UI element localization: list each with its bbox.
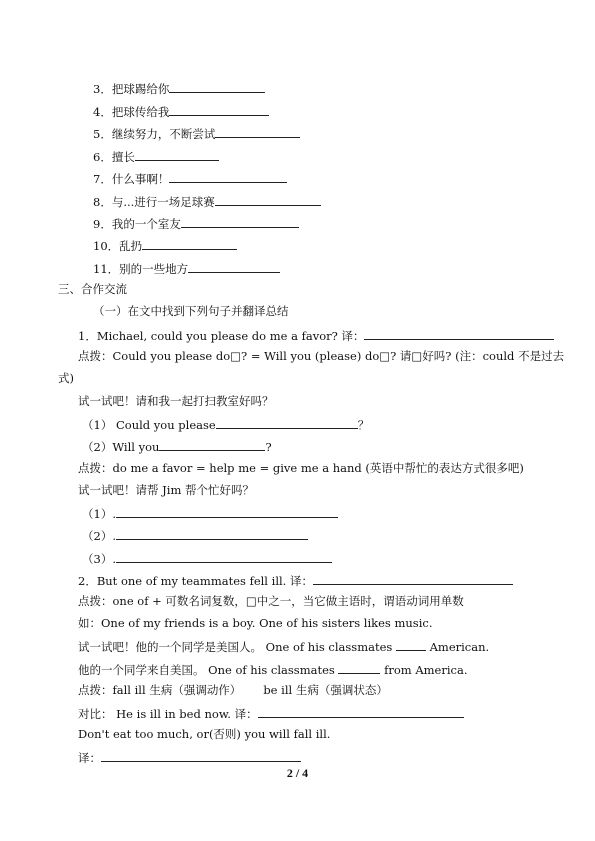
answer-blank xyxy=(216,416,358,429)
exercise-item-text: （1）. xyxy=(82,507,116,521)
list-item xyxy=(93,103,269,119)
answer-blank xyxy=(135,148,219,161)
page-number: 2 / 4 xyxy=(286,766,309,780)
example-sentence: Don't eat too much, or(否则) you will fall ill. xyxy=(78,727,331,741)
exercise-item xyxy=(78,661,468,677)
answer-blank xyxy=(142,237,237,250)
list-item-text: 11．别的一些地方 xyxy=(93,262,189,276)
answer-blank xyxy=(313,572,513,585)
answer-blank xyxy=(188,260,280,273)
exercise-item-text: （3）. xyxy=(82,552,116,566)
list-item xyxy=(93,237,237,253)
exercise-item-end: American. xyxy=(429,640,490,654)
list-item xyxy=(93,260,280,276)
answer-blank xyxy=(101,749,301,762)
answer-blank xyxy=(116,527,308,540)
question-1 xyxy=(78,327,554,343)
tip-text: 点拨：one of + 可数名词复数，□中之一，当它做主语时，谓语动词用单数 xyxy=(78,594,464,608)
list-item-text: 8．与...进行一场足球赛 xyxy=(93,195,215,209)
exercise-item-end: from America. xyxy=(384,663,468,677)
tip-text xyxy=(78,683,388,697)
exercise-item-text: 试一试吧！他的一个同学是美国人。 One of his classmates xyxy=(78,640,393,654)
answer-blank xyxy=(258,705,464,718)
compare-text: 对比： He is ill in bed now. 译： xyxy=(78,707,258,721)
list-item xyxy=(93,125,300,141)
list-item xyxy=(93,80,265,96)
compare-line xyxy=(78,705,464,721)
exercise-item xyxy=(82,550,332,566)
list-item-text: 7．什么事啊！ xyxy=(93,172,170,186)
list-item-text: 10．乱扔 xyxy=(93,239,143,253)
list-item-text: 3．把球踢给你 xyxy=(93,82,170,96)
answer-blank xyxy=(181,215,299,228)
tip-be-ill: be ill 生病（强调状态） xyxy=(263,683,388,697)
question-2 xyxy=(78,572,513,588)
list-item-text: 4．把球传给我 xyxy=(93,105,170,119)
answer-blank xyxy=(169,170,287,183)
tip-text: 点拨：do me a favor = help me = give me a hand (英语中帮忙的表达方式很多吧) xyxy=(78,461,524,475)
subsection-heading: （一）在文中找到下列句子并翻译总结 xyxy=(93,304,289,318)
translate-label: 译： xyxy=(78,751,101,765)
list-item xyxy=(93,215,299,231)
exercise-item-end: ? xyxy=(265,440,272,454)
exercise-item xyxy=(82,527,308,543)
list-item-text: 9．我的一个室友 xyxy=(93,217,181,231)
tip-text-continued: 式) xyxy=(58,371,74,385)
exercise-item-text: 他的一个同学来自美国。 One of his classmates xyxy=(78,663,335,677)
answer-blank xyxy=(169,103,269,116)
list-item xyxy=(93,170,287,186)
list-item-text: 6．擅长 xyxy=(93,150,135,164)
answer-blank xyxy=(116,550,332,563)
exercise-item-end: ？ xyxy=(357,418,370,432)
list-item-text: 5．继续努力，不断尝试 xyxy=(93,127,216,141)
exercise-item xyxy=(82,438,272,454)
answer-blank xyxy=(215,125,300,138)
example-text: 如：One of my friends is a boy. One of his sisters likes music. xyxy=(78,616,433,630)
list-item xyxy=(93,193,321,209)
exercise-prompt: 试一试吧！请帮 Jim 帮个忙好吗？ xyxy=(78,483,255,497)
question-2-text: 2．But one of my teammates fell ill. 译： xyxy=(78,574,313,588)
list-item xyxy=(93,148,219,164)
answer-blank xyxy=(169,80,265,93)
exercise-item-text: （2）Will you xyxy=(82,440,160,454)
answer-blank xyxy=(116,505,338,518)
answer-blank xyxy=(215,193,321,206)
answer-blank xyxy=(364,327,554,340)
exercise-prompt: 试一试吧！请和我一起打扫教室好吗？ xyxy=(78,394,274,408)
exercise-item-text: （2）. xyxy=(82,529,116,543)
answer-blank xyxy=(159,438,265,451)
exercise-item xyxy=(82,505,338,521)
exercise-item-text: （1） Could you please xyxy=(82,418,216,432)
tip-fall-ill: 点拨：fall ill 生病（强调动作） xyxy=(78,683,242,697)
exercise-item xyxy=(78,638,489,654)
tip-text: 点拨：Could you please do□? = Will you (please) do□? 请□好吗? (注：could 不是过去 xyxy=(78,349,565,363)
answer-blank xyxy=(396,638,426,651)
section-heading: 三、合作交流 xyxy=(58,282,127,296)
answer-blank xyxy=(338,661,380,674)
exercise-item xyxy=(82,416,369,432)
translate-line xyxy=(78,749,301,765)
question-1-text: 1．Michael, could you please do me a favor? 译： xyxy=(78,329,365,343)
